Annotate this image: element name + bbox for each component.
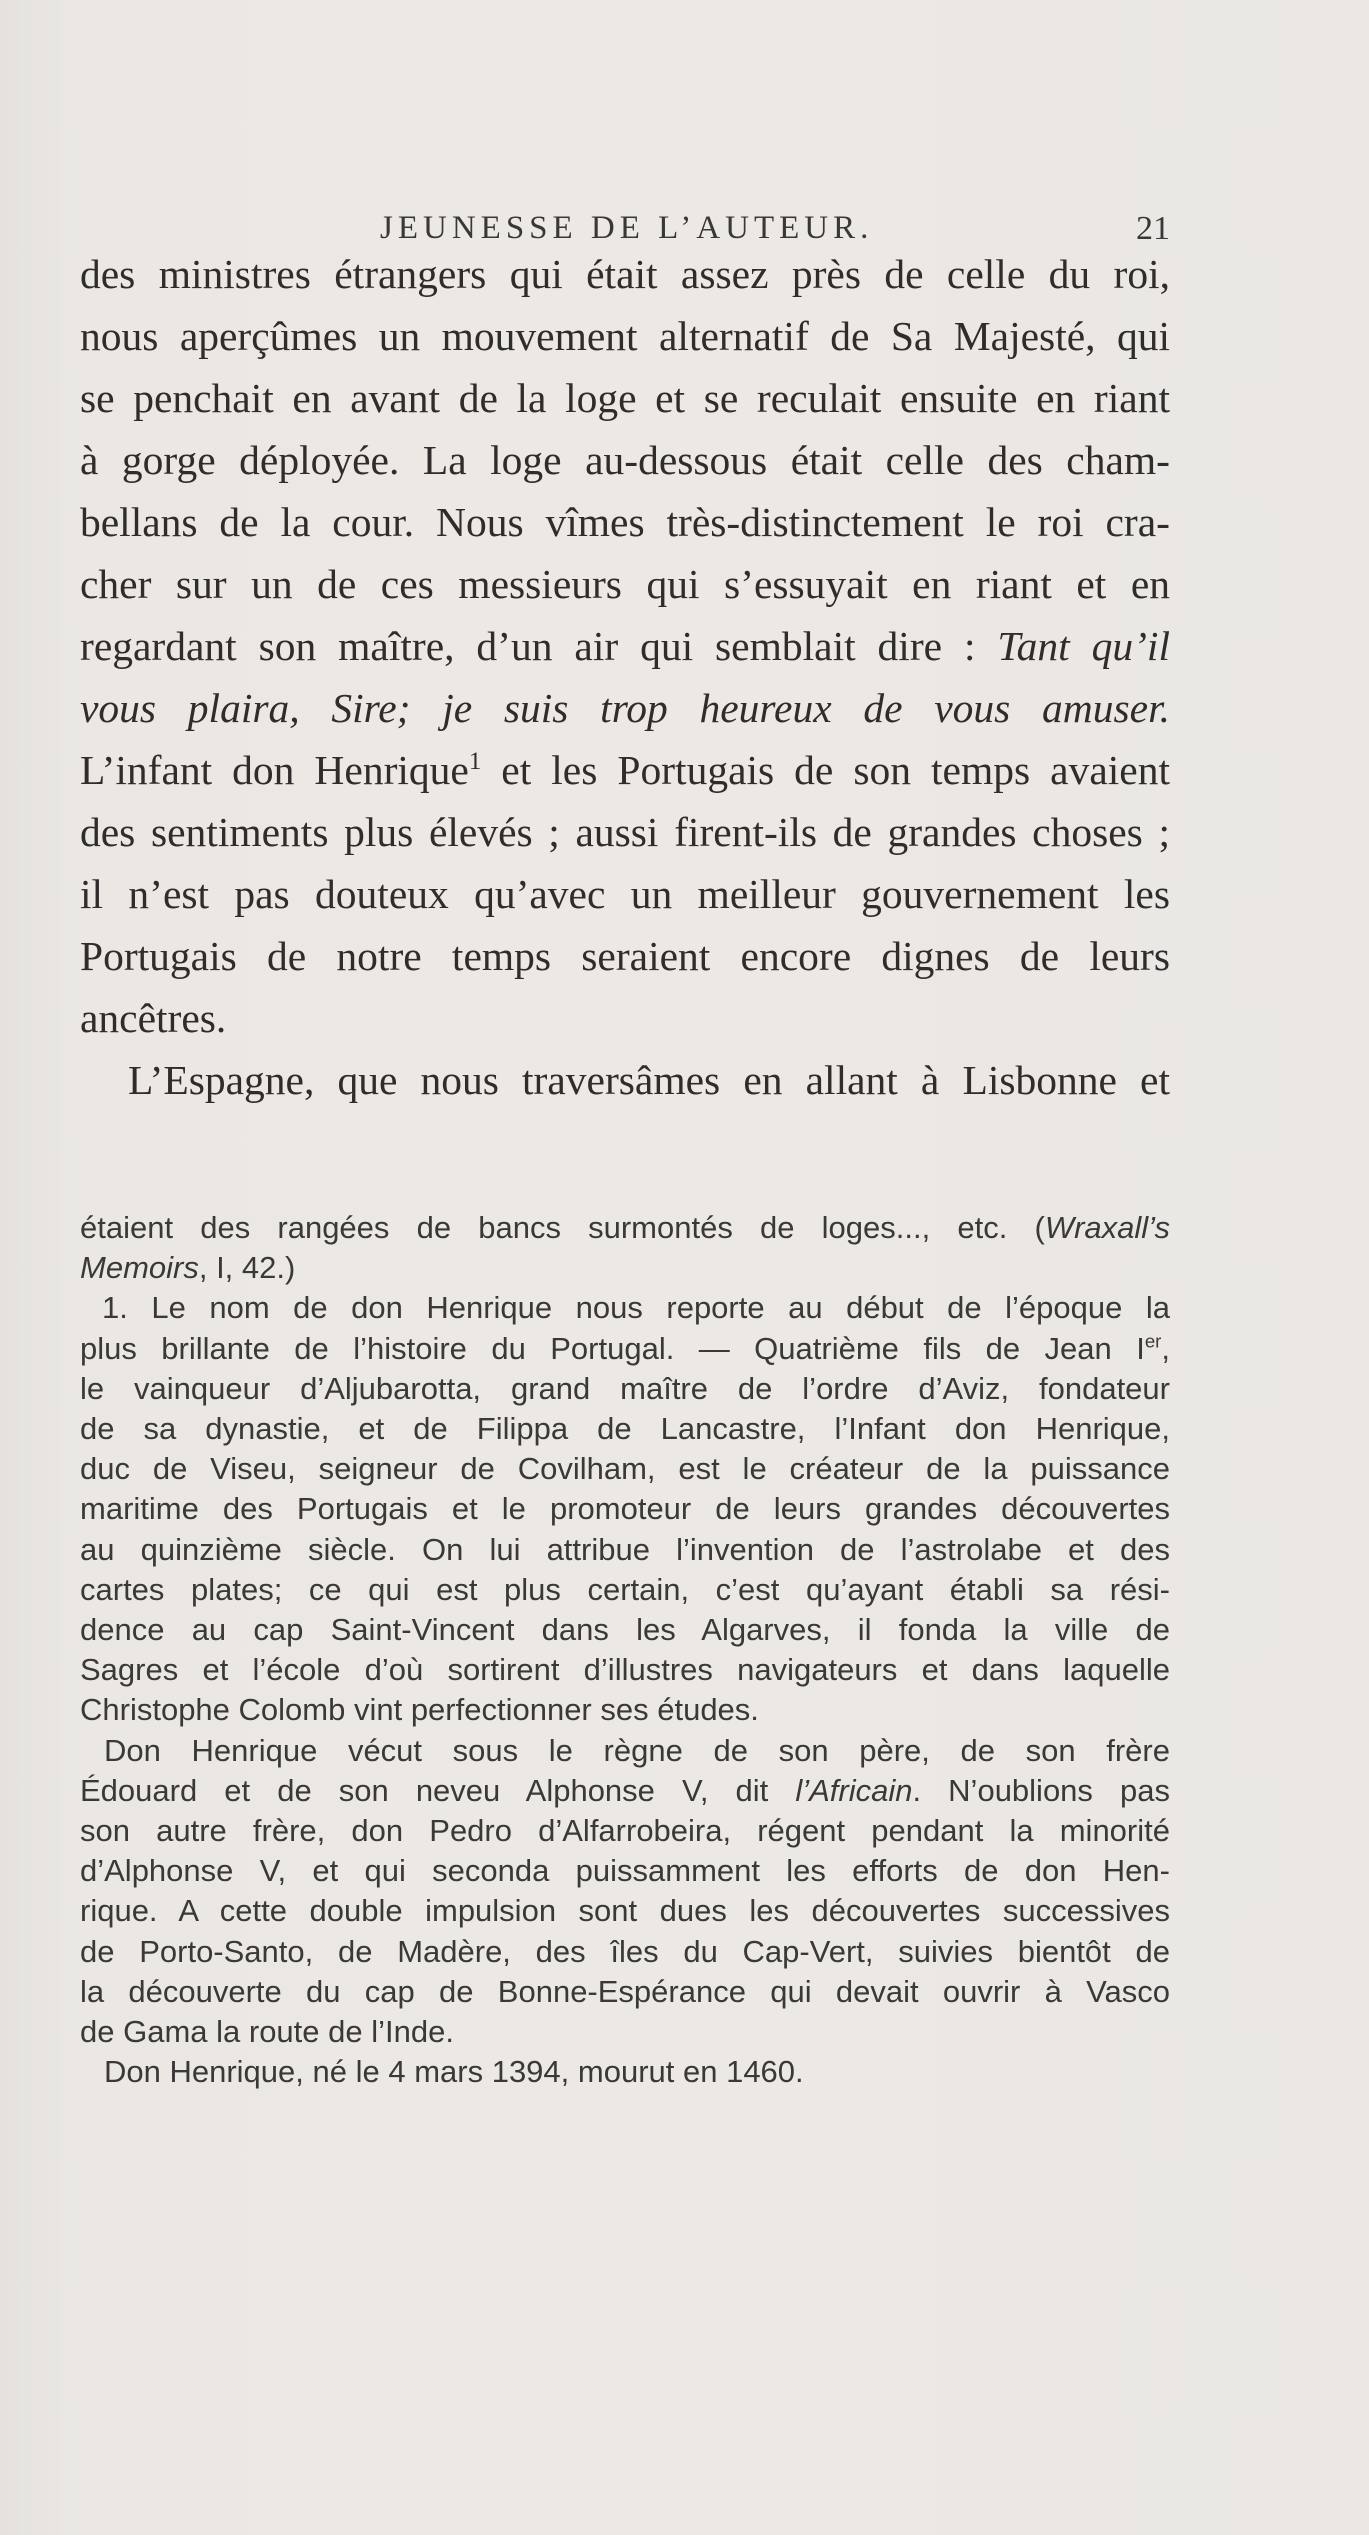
footnote-line: rique. A cette double impulsion sont dues les découvertes successives xyxy=(80,1893,1170,1929)
footnote-line: duc de Viseu, seigneur de Covilham, est le créateur de la puissance xyxy=(80,1451,1170,1487)
footnote-line: d’Alphonse V, et qui seconda puissamment les efforts de don Hen- xyxy=(80,1853,1170,1889)
footnote-line: Don Henrique, né le 4 mars 1394, mourut en 1460. xyxy=(104,2054,804,2090)
footnote-line: maritime des Portugais et le promoteur de leurs grandes découvertes xyxy=(80,1491,1170,1527)
body-line: il n’est pas douteux qu’avec un meilleur gouvernement les xyxy=(80,871,1170,917)
running-title: JEUNESSE DE L’AUTEUR. xyxy=(380,210,874,246)
body-line: bellans de la cour. Nous vîmes très-distinctement le roi cra- xyxy=(80,499,1170,545)
body-line: Portugais de notre temps seraient encore dignes de leurs xyxy=(80,933,1170,979)
footnote-text: , xyxy=(1161,1330,1170,1366)
italic-text: Memoirs xyxy=(80,1250,199,1286)
page-number: 21 xyxy=(1136,210,1170,247)
body-line: ancêtres. xyxy=(80,995,227,1041)
footnotes xyxy=(80,1208,1170,2092)
footnote-line: de Porto-Santo, de Madère, des îles du Cap-Vert, suivies bientôt de xyxy=(80,1933,1170,1969)
footnote-line: son autre frère, don Pedro d’Alfarrobeira, régent pendant la minorité xyxy=(80,1813,1170,1849)
footnote-line: dence au cap Saint-Vincent dans les Algarves, il fonda la ville de xyxy=(80,1612,1170,1648)
body-line: L’Espagne, que nous traversâmes en allant à Lisbonne et xyxy=(128,1057,1170,1103)
italic-text: Wraxall’s xyxy=(1044,1210,1170,1245)
body-line: à gorge déployée. La loge au-dessous était celle des cham- xyxy=(80,437,1170,483)
footnote-line: 1. Le nom de don Henrique nous reporte au début de l’époque la xyxy=(102,1290,1170,1326)
body-line: nous aperçûmes un mouvement alternatif de Sa Majesté, qui xyxy=(80,313,1170,359)
footnote-line xyxy=(80,1208,1170,1248)
body-line xyxy=(80,615,1170,677)
footnote-line xyxy=(80,1771,1170,1811)
footnote-text: Édouard et de son neveu Alphonse V, dit xyxy=(80,1772,796,1808)
footnote-line xyxy=(80,1329,1170,1369)
footnote-line: de Gama la route de l’Inde. xyxy=(80,2014,454,2050)
footnote-text: plus brillante de l’histoire du Portugal. — Quatrième fils de Jean I xyxy=(80,1330,1145,1366)
footnote-line: le vainqueur d’Aljubarotta, grand maître de l’ordre d’Aviz, fondateur xyxy=(80,1370,1170,1406)
body-text: L’infant don Henrique xyxy=(80,747,469,793)
footnote-line: la découverte du cap de Bonne-Espérance qui devait ouvrir à Vasco xyxy=(80,1973,1170,2009)
footnote-ref: 1 xyxy=(468,748,482,776)
footnote-line xyxy=(80,1248,1170,1288)
body-text: regardant son maître, d’un air qui semblait dire : xyxy=(80,623,998,669)
footnote-line: Don Henrique vécut sous le règne de son père, de son frère xyxy=(104,1732,1170,1768)
footnote-text: , I, 42.) xyxy=(198,1250,296,1286)
body-line: des ministres étrangers qui était assez près de celle du roi, xyxy=(80,251,1170,297)
footnote-line: de sa dynastie, et de Filippa de Lancastre, l’Infant don Henrique, xyxy=(80,1411,1170,1447)
footnote-line: au quinzième siècle. On lui attribue l’invention de l’astrolabe et des xyxy=(80,1531,1170,1567)
footnote-line: cartes plates; ce qui est plus certain, c’est qu’ayant établi sa rési- xyxy=(80,1571,1170,1607)
body-line: des sentiments plus élevés ; aussi firent-ils de grandes choses ; xyxy=(80,809,1170,855)
footnote-text: étaient des rangées de bancs surmontés de loges..., etc. ( xyxy=(80,1210,1045,1245)
body-line xyxy=(80,677,1170,739)
footnote-line: Sagres et l’école d’où sortirent d’illustres navigateurs et dans laquelle xyxy=(80,1652,1170,1688)
body-line: cher sur un de ces messieurs qui s’essuyait en riant et en xyxy=(80,561,1170,607)
italic-text: vous plaira, Sire; je suis trop heureux de vous amuser. xyxy=(80,685,1170,731)
footnote-text: . N’oublions pas xyxy=(912,1772,1170,1808)
body-line: se penchait en avant de la loge et se reculait ensuite en riant xyxy=(80,375,1170,421)
italic-text: Tant qu’il xyxy=(997,623,1170,669)
italic-text: l’Africain xyxy=(795,1772,913,1808)
body-text: et les Portugais de son temps avaient xyxy=(481,747,1170,793)
superscript-text: er xyxy=(1144,1330,1162,1352)
body-line xyxy=(80,739,1170,801)
main-text xyxy=(80,243,1170,1111)
footnote-line: Christophe Colomb vint perfectionner ses études. xyxy=(80,1692,759,1728)
